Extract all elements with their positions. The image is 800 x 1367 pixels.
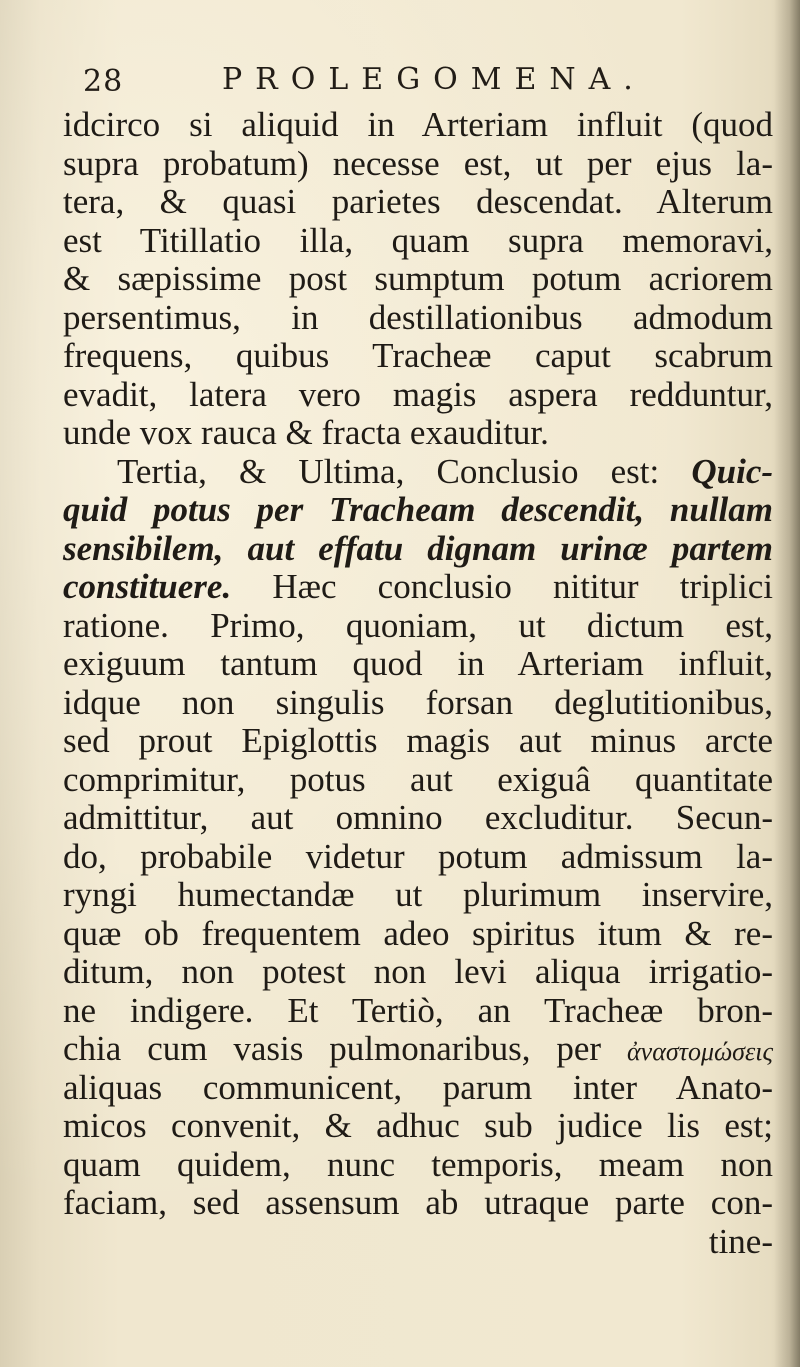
line-text: tera, & quasi parietes descendat. Alterum (63, 182, 773, 221)
text-line (63, 491, 773, 530)
text-line (63, 337, 773, 376)
line-text: ratione. Primo, quoniam, ut dictum est, (63, 605, 773, 645)
line-text: quæ ob frequentem adeo spiritus itum & re- (63, 913, 773, 953)
line-text: est Titillatio illa, quam supra memoravi, (63, 220, 773, 260)
line-text: idque non singulis forsan deglutitionibus, (63, 682, 773, 722)
text-line (63, 915, 773, 954)
line-text: quid potus per Tracheam descendit, nullam (63, 490, 773, 529)
line-text: sed prout Epiglottis magis aut minus arcte (63, 721, 773, 760)
text-line (63, 1107, 773, 1146)
line-text: unde vox rauca & fracta exauditur. (63, 413, 549, 452)
text-line (63, 1146, 773, 1185)
line-text: frequens, quibus Tracheæ caput scabrum (63, 336, 773, 375)
text-line (63, 838, 773, 877)
text-line (63, 414, 773, 453)
text-line (63, 453, 773, 492)
line-text: idcirco si aliquid in Arteriam influit (quod (63, 105, 773, 144)
line-text: exiguum tantum quod in Arteriam influit, (63, 644, 773, 683)
line-text: ditum, non potest non levi aliqua irrigatio- (63, 952, 773, 991)
it-text: constituere. (63, 567, 232, 606)
line-text: evadit, latera vero magis aspera redduntur, (63, 374, 773, 414)
text-line (63, 992, 773, 1031)
line-text: quam quidem, nunc temporis, meam non (63, 1144, 773, 1184)
running-head: PROLEGOMENA. (222, 62, 646, 97)
text-line (63, 799, 773, 838)
text-line (63, 607, 773, 646)
line-text: do, probabile videtur potum admissum la- (63, 836, 773, 876)
text-line (63, 761, 773, 800)
line-text: ryngi humectandæ ut plurimum inservire, (63, 875, 773, 914)
greek-text: ἀναστομώσεις (627, 1037, 773, 1066)
text-line (63, 1069, 773, 1108)
line-text: micos convenit, & adhuc sub judice lis est; (63, 1106, 773, 1145)
text-line (63, 1223, 773, 1262)
text-line (63, 1030, 773, 1069)
line-text: sensibilem, aut effatu dignam urinæ partem (63, 528, 773, 568)
text-line (63, 645, 773, 684)
text-line (63, 1184, 773, 1223)
text-line (63, 145, 773, 184)
line-text: faciam, sed assensum ab utraque parte con- (63, 1183, 773, 1222)
text-line (63, 183, 773, 222)
body-text (63, 106, 773, 1261)
line-text: ne indigere. Et Tertiò, an Tracheæ bron- (63, 990, 773, 1030)
text-line (63, 684, 773, 723)
page-number: 28 (83, 64, 124, 99)
text-line (63, 953, 773, 992)
page-edge-shadow (774, 0, 800, 1367)
text-line (63, 260, 773, 299)
text-line (63, 376, 773, 415)
line-text: supra probatum) necesse est, ut per ejus la- (63, 143, 773, 183)
line-text: Hæc conclusio nititur triplici (231, 567, 773, 606)
line-text: tine- (708, 1221, 773, 1261)
text-line (63, 568, 773, 607)
text-line (63, 876, 773, 915)
line-text: persentimus, in destillationibus admodum (63, 297, 773, 337)
text-line (63, 530, 773, 569)
line-text: Tertia, & Ultima, Conclusio est: (117, 451, 660, 491)
it-text: Quic- (691, 451, 774, 491)
line-text: admittitur, aut omnino excluditur. Secun- (63, 798, 773, 837)
line-text: aliquas communicent, parum inter Anato- (63, 1067, 773, 1107)
text-line (63, 106, 773, 145)
line-text: chia cum vasis pulmonaribus, per (63, 1029, 627, 1068)
text-line (63, 299, 773, 338)
text-line (63, 722, 773, 761)
line-text: comprimitur, potus aut exiguâ quantitate (63, 759, 773, 799)
line-text: & sæpissime post sumptum potum acriorem (63, 259, 773, 298)
text-line (63, 222, 773, 261)
